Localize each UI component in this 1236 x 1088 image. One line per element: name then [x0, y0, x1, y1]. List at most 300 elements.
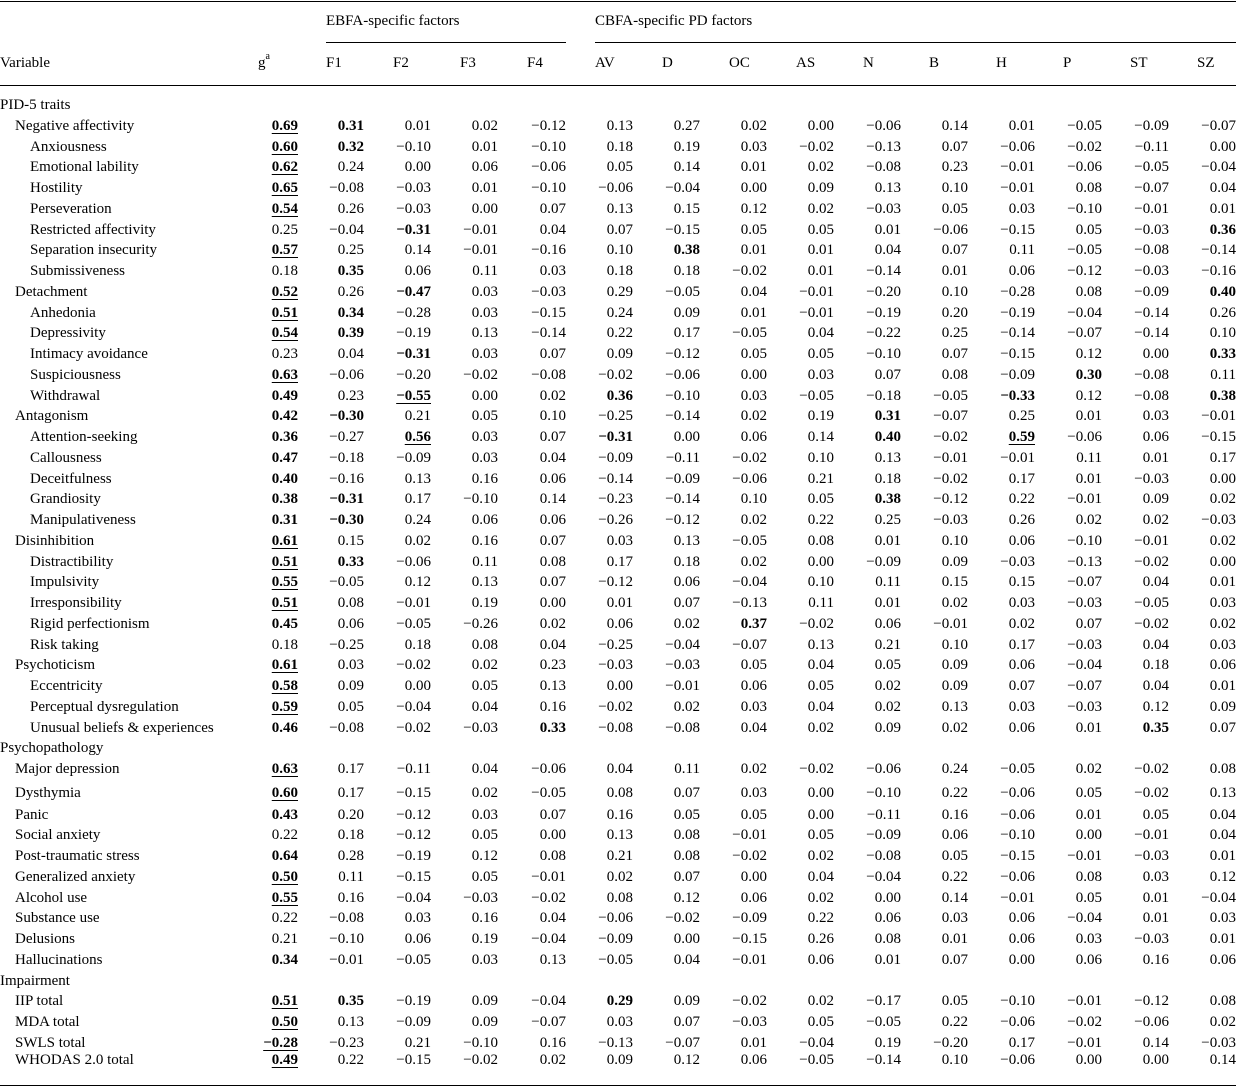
- factor-loading-cell: 0.02: [1209, 491, 1236, 508]
- factor-loading-cell: 0.13: [471, 325, 498, 342]
- factor-loading-cell: 0.01: [1142, 889, 1169, 906]
- factor-loading-cell: 0.07: [539, 346, 566, 362]
- g-loading-cell: 0.45: [271, 615, 298, 632]
- g-loading-cell: 0.51: [271, 553, 298, 570]
- factor-loading-cell: 0.40: [874, 429, 901, 445]
- factor-loading-cell: 0.08: [807, 532, 834, 549]
- factor-loading-cell: −0.03: [933, 512, 968, 528]
- factor-loading-cell: 0.33: [1209, 346, 1236, 362]
- factor-loading-cell: 0.25: [874, 512, 901, 528]
- factor-loading-cell: 0.14: [941, 889, 968, 906]
- factor-loading-cell: 0.13: [874, 180, 901, 196]
- factor-loading-cell: 0.02: [1142, 512, 1169, 528]
- factor-loading-cell: 0.02: [740, 408, 767, 425]
- row-label: Suspiciousness: [30, 366, 121, 383]
- factor-loading-cell: 0.08: [606, 784, 633, 801]
- factor-loading-cell: 0.06: [1209, 657, 1236, 674]
- g-loading-cell: 0.61: [271, 657, 298, 674]
- row-label: Social anxiety: [15, 827, 101, 844]
- factor-loading-cell: 0.00: [740, 366, 767, 383]
- g-column-header: $g^a$: [258, 51, 270, 71]
- g-loading-cell: 0.46: [271, 719, 298, 736]
- factor-loading-cell: −0.13: [1067, 553, 1102, 570]
- factor-loading-cell: 0.25: [941, 325, 968, 342]
- factor-loading-cell: −0.12: [396, 806, 431, 823]
- factor-loading-cell: 0.24: [404, 512, 431, 528]
- factor-loading-cell: 0.09: [606, 346, 633, 362]
- factor-loading-cell: −0.05: [799, 1051, 834, 1068]
- factor-loading-cell: −0.47: [396, 283, 431, 300]
- g-loading-cell: 0.54: [271, 325, 298, 342]
- factor-loading-cell: −0.05: [531, 784, 566, 801]
- factor-loading-cell: 0.06: [471, 159, 498, 176]
- factor-loading-cell: −0.12: [598, 574, 633, 591]
- factor-loading-cell: −0.07: [1067, 574, 1102, 591]
- factor-loading-cell: 0.00: [673, 931, 700, 947]
- factor-loading-cell: 0.02: [1075, 761, 1102, 777]
- factor-loading-cell: 0.07: [673, 868, 700, 885]
- factor-loading-cell: 0.13: [606, 200, 633, 217]
- factor-loading-cell: −0.10: [1000, 993, 1035, 1010]
- factor-loading-cell: 0.07: [673, 1014, 700, 1030]
- factor-loading-cell: 0.01: [404, 117, 431, 134]
- factor-loading-cell: 0.12: [1075, 387, 1102, 404]
- factor-loading-cell: 0.08: [606, 889, 633, 906]
- factor-loading-cell: 0.03: [807, 366, 834, 383]
- factor-loading-cell: −0.06: [396, 553, 431, 570]
- row-label: Distractibility: [30, 553, 114, 570]
- row-label: Dysthymia: [15, 784, 81, 801]
- factor-loading-cell: 0.02: [874, 678, 901, 694]
- factor-loading-cell: −0.12: [1134, 993, 1169, 1010]
- factor-loading-cell: 0.06: [740, 1051, 767, 1068]
- g-loading-cell: 0.62: [271, 159, 298, 176]
- factor-loading-cell: 0.10: [1209, 325, 1236, 342]
- factor-loading-cell: −0.02: [1067, 1014, 1102, 1030]
- factor-loading-cell: 0.26: [1008, 512, 1035, 528]
- factor-loading-cell: −0.08: [1134, 366, 1169, 383]
- factor-loading-cell: −0.10: [396, 138, 431, 155]
- factor-loading-cell: −0.30: [329, 512, 364, 528]
- factor-loading-cell: 0.01: [874, 951, 901, 968]
- factor-loading-cell: 0.07: [941, 242, 968, 259]
- row-label: Hallucinations: [15, 951, 103, 968]
- factor-loading-cell: 0.00: [1142, 1051, 1169, 1068]
- factor-loading-cell: 0.29: [606, 283, 633, 300]
- factor-loading-cell: 0.14: [1209, 1051, 1236, 1068]
- factor-loading-cell: −0.06: [1000, 806, 1035, 823]
- factor-loading-cell: 0.00: [471, 387, 498, 404]
- factor-loading-cell: 0.10: [807, 449, 834, 466]
- factor-loading-cell: 0.11: [1076, 449, 1102, 466]
- factor-loading-cell: 0.02: [1209, 615, 1236, 632]
- section-heading: Impairment: [0, 972, 70, 989]
- factor-loading-cell: 0.14: [673, 159, 700, 176]
- g-loading-cell: 0.43: [271, 806, 298, 823]
- row-label: Withdrawal: [30, 387, 101, 404]
- factor-loading-cell: −0.05: [396, 615, 431, 632]
- factor-loading-cell: 0.14: [404, 242, 431, 259]
- factor-loading-cell: −0.14: [665, 408, 700, 425]
- factor-loading-cell: 0.22: [807, 910, 834, 927]
- factor-loading-cell: −0.09: [396, 449, 431, 466]
- factor-loading-cell: 0.08: [941, 366, 968, 383]
- factor-loading-cell: −0.01: [329, 951, 364, 968]
- factor-loading-cell: −0.05: [1134, 595, 1169, 611]
- factor-loading-cell: 0.00: [1209, 138, 1236, 155]
- factor-loading-cell: −0.20: [933, 1034, 968, 1051]
- factor-loading-cell: −0.07: [665, 1034, 700, 1051]
- factor-loading-cell: −0.19: [396, 848, 431, 864]
- factor-loading-cell: 0.04: [807, 698, 834, 715]
- factor-loading-cell: −0.04: [665, 180, 700, 196]
- factor-loading-cell: 0.07: [941, 346, 968, 362]
- factor-loading-cell: 0.38: [874, 491, 901, 508]
- factor-loading-cell: 0.01: [1209, 200, 1236, 217]
- factor-loading-cell: 0.02: [740, 553, 767, 570]
- factor-loading-cell: 0.07: [539, 200, 566, 217]
- factor-loading-cell: 0.07: [606, 221, 633, 238]
- factor-loading-cell: −0.04: [531, 993, 566, 1010]
- factor-loading-cell: 0.05: [740, 346, 767, 362]
- factor-loading-cell: 0.38: [673, 242, 700, 259]
- factor-loading-cell: 0.06: [606, 615, 633, 632]
- factor-loading-cell: −0.01: [1134, 532, 1169, 549]
- factor-loading-cell: 0.37: [740, 615, 767, 632]
- factor-loading-cell: 0.13: [807, 636, 834, 653]
- factor-loading-cell: 0.06: [1008, 931, 1035, 947]
- factor-loading-cell: 0.05: [807, 221, 834, 238]
- factor-loading-cell: 0.27: [673, 117, 700, 134]
- factor-loading-cell: 0.07: [941, 138, 968, 155]
- factor-loading-cell: 0.03: [606, 532, 633, 549]
- factor-loading-cell: 0.01: [740, 242, 767, 259]
- factor-loading-cell: 0.01: [1209, 574, 1236, 591]
- factor-loading-cell: −0.14: [531, 325, 566, 342]
- factor-loading-cell: −0.09: [1134, 283, 1169, 300]
- factor-loading-cell: 0.33: [337, 553, 364, 570]
- factor-loading-cell: −0.09: [732, 910, 767, 927]
- g-loading-cell: 0.55: [271, 889, 298, 906]
- factor-loading-cell: 0.00: [807, 806, 834, 823]
- factor-loading-cell: 0.39: [337, 325, 364, 342]
- factor-loading-cell: −0.22: [866, 325, 901, 342]
- factor-loading-cell: −0.06: [1067, 429, 1102, 445]
- factor-loading-cell: −0.14: [598, 470, 633, 487]
- factor-loading-cell: 0.06: [404, 263, 431, 279]
- factor-loading-cell: −0.06: [531, 159, 566, 176]
- factor-loading-cell: −0.04: [1201, 159, 1236, 176]
- factor-loading-cell: 0.10: [941, 532, 968, 549]
- factor-loading-cell: 0.40: [1209, 283, 1236, 300]
- factor-loading-cell: −0.14: [1201, 242, 1236, 259]
- factor-loading-cell: −0.02: [1134, 615, 1169, 632]
- factor-loading-cell: 0.02: [471, 657, 498, 674]
- column-header-f1: F1: [326, 55, 342, 71]
- factor-loading-cell: 0.17: [606, 553, 633, 570]
- factor-loading-cell: 0.35: [1142, 719, 1169, 736]
- factor-loading-cell: −0.06: [1000, 138, 1035, 155]
- factor-loading-cell: 0.09: [941, 553, 968, 570]
- factor-loading-cell: 0.07: [673, 595, 700, 611]
- factor-loading-cell: 0.03: [471, 449, 498, 466]
- g-loading-cell: 0.58: [271, 678, 298, 694]
- row-label: Attention-seeking: [30, 429, 138, 445]
- g-loading-cell: 0.21: [271, 931, 298, 947]
- factor-loading-cell: 0.01: [740, 1034, 767, 1051]
- factor-loading-cell: 0.04: [807, 868, 834, 885]
- factor-loading-cell: −0.11: [866, 806, 901, 823]
- factor-loading-cell: 0.10: [941, 1051, 968, 1068]
- row-label: Impulsivity: [30, 574, 100, 591]
- factor-loading-cell: 0.01: [740, 304, 767, 321]
- factor-loading-cell: 0.00: [1008, 951, 1035, 968]
- factor-loading-cell: −0.31: [396, 221, 431, 238]
- factor-loading-cell: 0.19: [807, 408, 834, 425]
- factor-loading-cell: −0.01: [1000, 180, 1035, 196]
- factor-loading-cell: −0.31: [598, 429, 633, 445]
- g-loading-cell: 0.50: [271, 868, 298, 885]
- factor-loading-cell: −0.17: [866, 993, 901, 1010]
- row-label: Negative affectivity: [15, 117, 135, 134]
- factor-loading-cell: 0.30: [1075, 366, 1102, 383]
- factor-loading-cell: 0.02: [740, 512, 767, 528]
- factor-loading-cell: 0.05: [740, 221, 767, 238]
- factor-loading-cell: 0.01: [941, 931, 968, 947]
- factor-loading-cell: −0.03: [1134, 931, 1169, 947]
- factor-loading-cell: −0.02: [933, 470, 968, 487]
- factor-loading-cell: −0.08: [598, 719, 633, 736]
- row-label: MDA total: [15, 1014, 80, 1030]
- row-label: WHODAS 2.0 total: [15, 1051, 134, 1068]
- factor-loading-cell: 0.25: [337, 242, 364, 259]
- factor-loading-cell: 0.16: [471, 470, 498, 487]
- factor-loading-cell: 0.33: [539, 719, 566, 736]
- factor-loading-cell: 0.02: [471, 784, 498, 801]
- factor-loading-cell: 0.08: [673, 827, 700, 844]
- column-header-av: AV: [595, 55, 615, 71]
- factor-loading-cell: −0.23: [598, 491, 633, 508]
- factor-loading-cell: 0.56: [404, 429, 431, 445]
- factor-loading-cell: 0.08: [1209, 761, 1236, 777]
- factor-loading-cell: −0.01: [396, 595, 431, 611]
- row-label: Substance use: [15, 910, 100, 927]
- factor-loading-cell: 0.17: [337, 761, 364, 777]
- factor-loading-cell: 0.09: [1142, 491, 1169, 508]
- factor-loading-cell: −0.18: [866, 387, 901, 404]
- factor-loading-cell: 0.17: [1008, 636, 1035, 653]
- factor-loading-cell: 0.02: [740, 117, 767, 134]
- row-label: Callousness: [30, 449, 102, 466]
- factor-loading-cell: 0.02: [1209, 1014, 1236, 1030]
- factor-loading-cell: −0.01: [732, 827, 767, 844]
- factor-loading-cell: 0.13: [539, 951, 566, 968]
- factor-loading-cell: −0.14: [1134, 325, 1169, 342]
- factor-loading-cell: 0.12: [1142, 698, 1169, 715]
- factor-loading-cell: 0.06: [404, 931, 431, 947]
- factor-loading-cell: 0.11: [1009, 242, 1035, 259]
- factor-loading-cell: −0.01: [463, 242, 498, 259]
- factor-loading-cell: −0.02: [1134, 784, 1169, 801]
- row-label: Emotional lability: [30, 159, 139, 176]
- factor-loading-cell: 0.05: [807, 678, 834, 694]
- factor-loading-cell: −0.02: [396, 719, 431, 736]
- factor-loading-cell: 0.04: [606, 761, 633, 777]
- factor-loading-cell: −0.06: [1067, 159, 1102, 176]
- factor-loading-cell: −0.08: [329, 180, 364, 196]
- factor-loading-cell: −0.09: [866, 827, 901, 844]
- factor-loading-cell: −0.01: [1000, 889, 1035, 906]
- factor-loading-cell: 0.24: [337, 159, 364, 176]
- row-label: Deceitfulness: [30, 470, 112, 487]
- factor-loading-cell: 0.11: [1210, 366, 1236, 383]
- factor-loading-cell: 0.01: [1075, 806, 1102, 823]
- factor-loading-cell: 0.25: [1008, 408, 1035, 425]
- factor-loading-cell: 0.04: [740, 719, 767, 736]
- factor-loading-cell: 0.26: [337, 283, 364, 300]
- factor-loading-cell: 0.36: [1209, 221, 1236, 238]
- row-label: Perseveration: [30, 200, 112, 217]
- factor-loading-cell: −0.02: [463, 1051, 498, 1068]
- factor-loading-cell: −0.06: [598, 180, 633, 196]
- factor-loading-cell: 0.13: [471, 574, 498, 591]
- factor-loading-cell: −0.03: [1201, 512, 1236, 528]
- g-loading-cell: 0.57: [271, 242, 298, 259]
- factor-loading-cell: 0.08: [1075, 180, 1102, 196]
- factor-loading-cell: 0.24: [941, 761, 968, 777]
- factor-loading-cell: 0.04: [337, 346, 364, 362]
- factor-loading-cell: −0.15: [396, 1051, 431, 1068]
- factor-loading-cell: −0.14: [866, 1051, 901, 1068]
- factor-loading-cell: 0.10: [807, 574, 834, 591]
- factor-loading-cell: 0.00: [1209, 470, 1236, 487]
- row-label: Grandiosity: [30, 491, 101, 508]
- factor-loading-cell: −0.01: [799, 283, 834, 300]
- factor-loading-cell: 0.00: [404, 678, 431, 694]
- factor-loading-cell: 0.16: [539, 1034, 566, 1051]
- factor-loading-cell: −0.30: [329, 408, 364, 425]
- factor-loading-cell: 0.18: [673, 263, 700, 279]
- factor-loading-cell: 0.03: [471, 806, 498, 823]
- g-loading-cell: 0.22: [271, 827, 298, 844]
- factor-loading-cell: 0.01: [1209, 848, 1236, 864]
- factor-loading-cell: 0.23: [539, 657, 566, 674]
- factor-loading-cell: 0.16: [539, 698, 566, 715]
- factor-loading-cell: 0.13: [1209, 784, 1236, 801]
- column-header-as: AS: [796, 55, 816, 71]
- factor-loading-cell: 0.04: [740, 283, 767, 300]
- factor-loading-cell: 0.06: [1008, 719, 1035, 736]
- factor-loading-cell: −0.10: [1000, 827, 1035, 844]
- row-label: SWLS total: [15, 1034, 86, 1051]
- factor-loading-cell: 0.03: [740, 698, 767, 715]
- factor-loading-cell: −0.10: [531, 138, 566, 155]
- factor-loading-cell: 0.19: [471, 931, 498, 947]
- factor-loading-cell: −0.14: [1000, 325, 1035, 342]
- group-rule-cbfa: [595, 42, 1236, 43]
- factor-loading-cell: 0.03: [1142, 868, 1169, 885]
- factor-loading-cell: 0.12: [673, 889, 700, 906]
- factor-loading-cell: −0.09: [396, 1014, 431, 1030]
- factor-loading-cell: 0.04: [539, 221, 566, 238]
- factor-loading-cell: 0.05: [807, 1014, 834, 1030]
- factor-loading-cell: 0.14: [807, 429, 834, 445]
- column-header-f4: F4: [527, 55, 543, 71]
- factor-loading-cell: 0.22: [606, 325, 633, 342]
- g-loading-cell: 0.40: [271, 470, 298, 487]
- factor-loading-cell: 0.06: [874, 615, 901, 632]
- factor-loading-cell: 0.00: [807, 553, 834, 570]
- factor-loading-cell: −0.02: [933, 429, 968, 445]
- factor-loading-cell: 0.12: [471, 848, 498, 864]
- factor-loading-cell: 0.04: [539, 449, 566, 466]
- factor-loading-cell: −0.07: [1201, 117, 1236, 134]
- factor-loading-cell: 0.06: [337, 615, 364, 632]
- g-loading-cell: 0.63: [271, 366, 298, 383]
- factor-loading-cell: 0.16: [1142, 951, 1169, 968]
- factor-loading-cell: 0.08: [539, 553, 566, 570]
- g-loading-cell: −0.28: [263, 1034, 298, 1051]
- factor-loading-cell: −0.25: [329, 636, 364, 653]
- factor-loading-cell: −0.14: [1134, 304, 1169, 321]
- factor-loading-cell: 0.05: [606, 159, 633, 176]
- factor-loading-cell: 0.08: [1075, 868, 1102, 885]
- g-loading-cell: 0.47: [271, 449, 298, 466]
- factor-loading-cell: 0.06: [471, 512, 498, 528]
- factor-loading-cell: −0.04: [866, 868, 901, 885]
- factor-loading-cell: 0.31: [874, 408, 901, 425]
- factor-loading-cell: 0.21: [807, 470, 834, 487]
- factor-loading-cell: −0.02: [531, 889, 566, 906]
- factor-loading-cell: 0.01: [1075, 719, 1102, 736]
- factor-loading-cell: −0.19: [1000, 304, 1035, 321]
- factor-loading-cell: 0.13: [539, 678, 566, 694]
- factor-loading-cell: −0.03: [866, 200, 901, 217]
- group-rule-ebfa: [326, 42, 566, 43]
- factor-loading-cell: 0.21: [874, 636, 901, 653]
- factor-loading-cell: 0.04: [1209, 827, 1236, 844]
- factor-loading-cell: −0.28: [1000, 283, 1035, 300]
- factor-loading-cell: 0.08: [471, 636, 498, 653]
- factor-loading-cell: 0.07: [539, 574, 566, 591]
- row-label: Manipulativeness: [30, 512, 136, 528]
- g-loading-cell: 0.55: [271, 574, 298, 591]
- column-header-n: N: [863, 55, 874, 71]
- group-header-ebfa: EBFA-specific factors: [326, 13, 460, 29]
- factor-loading-cell: 0.02: [1209, 532, 1236, 549]
- factor-loading-cell: −0.02: [598, 366, 633, 383]
- factor-loading-cell: 0.18: [606, 263, 633, 279]
- factor-loading-cell: 0.07: [539, 532, 566, 549]
- factor-loading-cell: 0.07: [539, 806, 566, 823]
- factor-loading-cell: 0.01: [606, 595, 633, 611]
- g-loading-cell: 0.51: [271, 595, 298, 611]
- factor-loading-cell: −0.02: [665, 910, 700, 927]
- factor-loading-cell: −0.05: [1000, 761, 1035, 777]
- factor-loading-cell: 0.09: [673, 304, 700, 321]
- column-header-h: H: [996, 55, 1007, 71]
- factor-loading-cell: −0.10: [531, 180, 566, 196]
- factor-loading-cell: 0.22: [807, 512, 834, 528]
- factor-loading-cell: −0.02: [1134, 553, 1169, 570]
- factor-loading-cell: −0.09: [598, 931, 633, 947]
- factor-loading-cell: 0.09: [874, 719, 901, 736]
- factor-loading-cell: 0.32: [337, 138, 364, 155]
- factor-loading-cell: 0.01: [874, 532, 901, 549]
- factor-loading-cell: −0.55: [396, 387, 431, 404]
- row-label: Generalized anxiety: [15, 868, 136, 885]
- row-label: IIP total: [15, 993, 64, 1010]
